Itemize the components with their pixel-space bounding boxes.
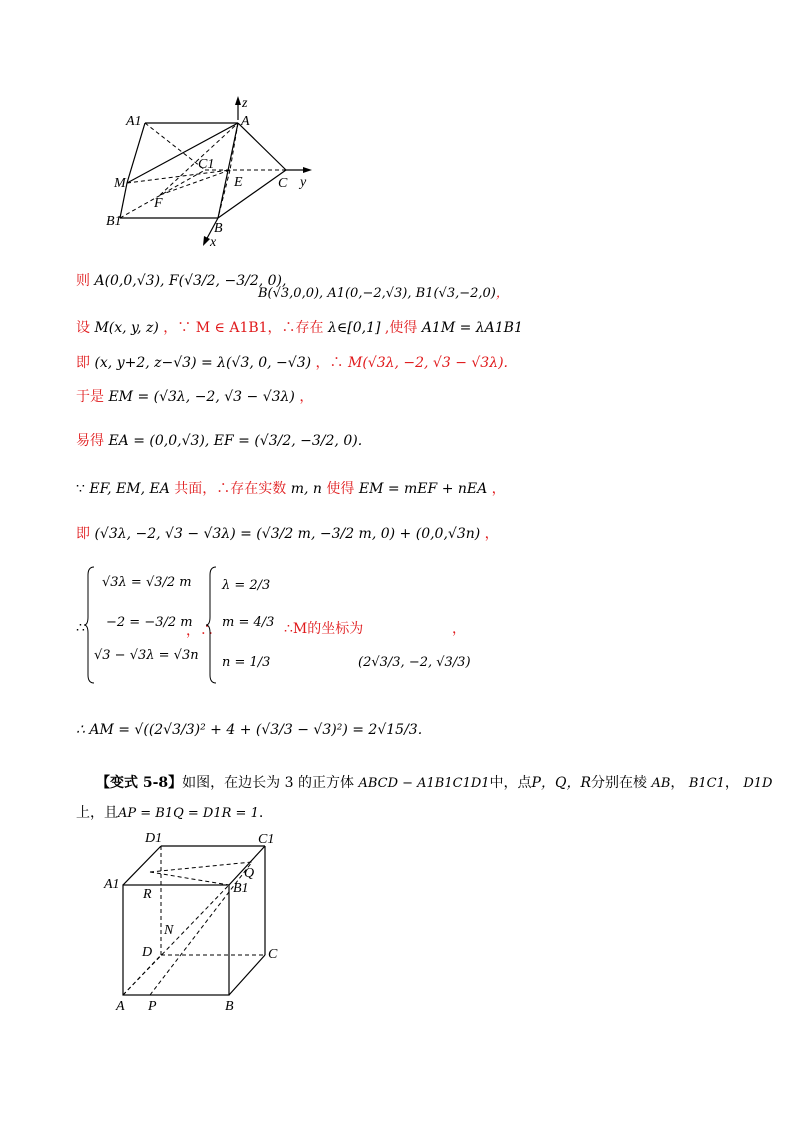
line4-eq: EM = (√3λ, −2, √3 − √3λ) xyxy=(108,389,295,405)
solution-line-1 xyxy=(76,270,286,290)
line4-b: ， xyxy=(299,389,314,405)
line2-b: ，∵ M ∈ A1B1，∴存在 xyxy=(163,320,324,336)
system-comma: ，∴ xyxy=(186,623,214,639)
label-x: x xyxy=(210,235,217,250)
solution-line-9: ∴ AM = √((2√3/3)² + 4 + (√3/3 − √3)²) = 2√15/3. xyxy=(76,722,423,738)
line3-b: ，∴ xyxy=(315,355,344,371)
label-y: y xyxy=(300,175,307,190)
line7-eq: (√3λ, −2, √3 − √3λ) = (√3/2 m, −3/2 m, 0) + (0,0,√3n) xyxy=(94,526,481,542)
therefore-symbol-1: ∴ xyxy=(76,620,85,636)
exercise-cube: ABCD − A1B1C1D1 xyxy=(358,776,490,791)
label-z: z xyxy=(242,96,248,111)
exercise-edge2: B1C1 xyxy=(688,776,725,791)
label-C: C xyxy=(278,176,288,191)
exercise-points: P，Q，R xyxy=(531,775,591,791)
exercise-edge3: D1D xyxy=(743,776,773,791)
solution-line-6 xyxy=(76,478,506,498)
exercise-edge1: AB xyxy=(651,776,671,791)
solution-line-3 xyxy=(76,352,508,372)
label-C-cube: C xyxy=(268,947,278,962)
line2-lambda: λ∈[0,1] xyxy=(328,320,381,336)
label-B: B xyxy=(214,221,223,236)
exercise-text1: 如图，在边长为 3 的正方体 xyxy=(182,775,354,791)
label-M: M xyxy=(114,176,126,191)
label-B1: B1 xyxy=(106,214,122,229)
line6-a: ∵ xyxy=(76,481,85,497)
exercise-text3: 分别在棱 xyxy=(591,775,647,791)
label-A-cube: A xyxy=(116,999,125,1014)
label-F: F xyxy=(154,196,163,211)
line2-c: ,使得 xyxy=(384,320,418,336)
exercise-condition: AP = B1Q = D1R = 1 xyxy=(118,806,259,821)
line3-eq: (x, y+2, z−√3) = λ(√3, 0, −√3) xyxy=(94,355,312,371)
coord-label: ∴M的坐标为 xyxy=(284,621,364,637)
solution-line-5 xyxy=(76,430,362,450)
line1-b xyxy=(258,282,509,301)
line3-m: M(√3λ, −2, √3 − √3λ). xyxy=(347,355,508,371)
line2-m: M(x, y, z) xyxy=(94,320,159,336)
exercise-line-2 xyxy=(76,802,263,822)
label-C1-cube: C1 xyxy=(258,832,275,847)
line7-b: ， xyxy=(484,526,499,542)
label-B-cube: B xyxy=(225,999,234,1014)
line1-math: A(0,0,√3), F(√3/2, −3/2, 0), xyxy=(94,273,287,289)
exercise-text2: 中，点 xyxy=(489,775,532,791)
system1-eq3: √3 − √3λ = √3n xyxy=(94,648,199,663)
label-P: P xyxy=(148,999,157,1014)
label-B1-cube: B1 xyxy=(233,881,249,896)
coord-value: (2√3/3, −2, √3/3) xyxy=(358,655,471,670)
exercise-tag: 【变式 5-8】 xyxy=(96,775,183,791)
left-brace-2 xyxy=(206,565,218,685)
solution-line-7 xyxy=(76,523,499,543)
solution-line-4 xyxy=(76,386,313,406)
left-brace-1 xyxy=(84,565,96,685)
line3-a: 即 xyxy=(76,355,90,371)
system2-eq3: n = 1/3 xyxy=(222,655,271,670)
line6-d: ， xyxy=(491,481,506,497)
system2-eq1: λ = 2/3 xyxy=(222,578,271,593)
label-A: A xyxy=(241,114,250,129)
line6-eq: EM = mEF + nEA xyxy=(358,481,488,497)
figure-cube-diagram xyxy=(100,825,290,1020)
label-N: N xyxy=(164,923,174,938)
system1-eq1: √3λ = √3/2 m xyxy=(102,575,192,590)
line4-a: 于是 xyxy=(76,389,104,405)
label-A1-cube: A1 xyxy=(104,877,120,892)
exercise-text4: 上，且 xyxy=(76,805,118,821)
coord-end-comma: ， xyxy=(452,621,466,637)
label-E: E xyxy=(234,175,243,190)
line5-eq: EA = (0,0,√3), EF = (√3/2, −3/2, 0). xyxy=(108,433,363,449)
exercise-end: . xyxy=(258,805,264,821)
solution-line-2 xyxy=(76,317,523,337)
line1-comma: ， xyxy=(495,286,509,301)
label-Q: Q xyxy=(244,866,255,881)
label-C1: C1 xyxy=(198,157,215,172)
system1-eq2: −2 = −3/2 m xyxy=(106,615,193,630)
line2-vec: A1M = λA1B1 xyxy=(421,320,523,336)
line6-b: 共面，∴存在实数 xyxy=(174,481,287,497)
label-R: R xyxy=(143,887,152,902)
line2-a: 设 xyxy=(76,320,90,336)
system2-eq2: m = 4/3 xyxy=(222,615,275,630)
label-D: D xyxy=(142,945,153,960)
line6-vecs: EF, EM, EA xyxy=(89,481,170,497)
line6-mn: m, n xyxy=(290,481,322,497)
line1-prefix: 则 xyxy=(76,273,90,289)
line7-a: 即 xyxy=(76,526,90,542)
exercise-line-1: 【变式 5-8】如图，在边长为 3 的正方体 ABCD − A1B1C1D1中，点P，Q，R分别在棱 AB， B1C1， D1D xyxy=(96,775,773,791)
line5-a: 易得 xyxy=(76,433,104,449)
figure-prism-diagram xyxy=(100,90,330,255)
label-A1: A1 xyxy=(126,114,142,129)
line6-c: 使得 xyxy=(326,481,355,497)
line1-b-math: B(√3,0,0), A1(0,−2,√3), B1(√3,−2,0) xyxy=(258,286,496,301)
label-D1: D1 xyxy=(145,831,163,846)
